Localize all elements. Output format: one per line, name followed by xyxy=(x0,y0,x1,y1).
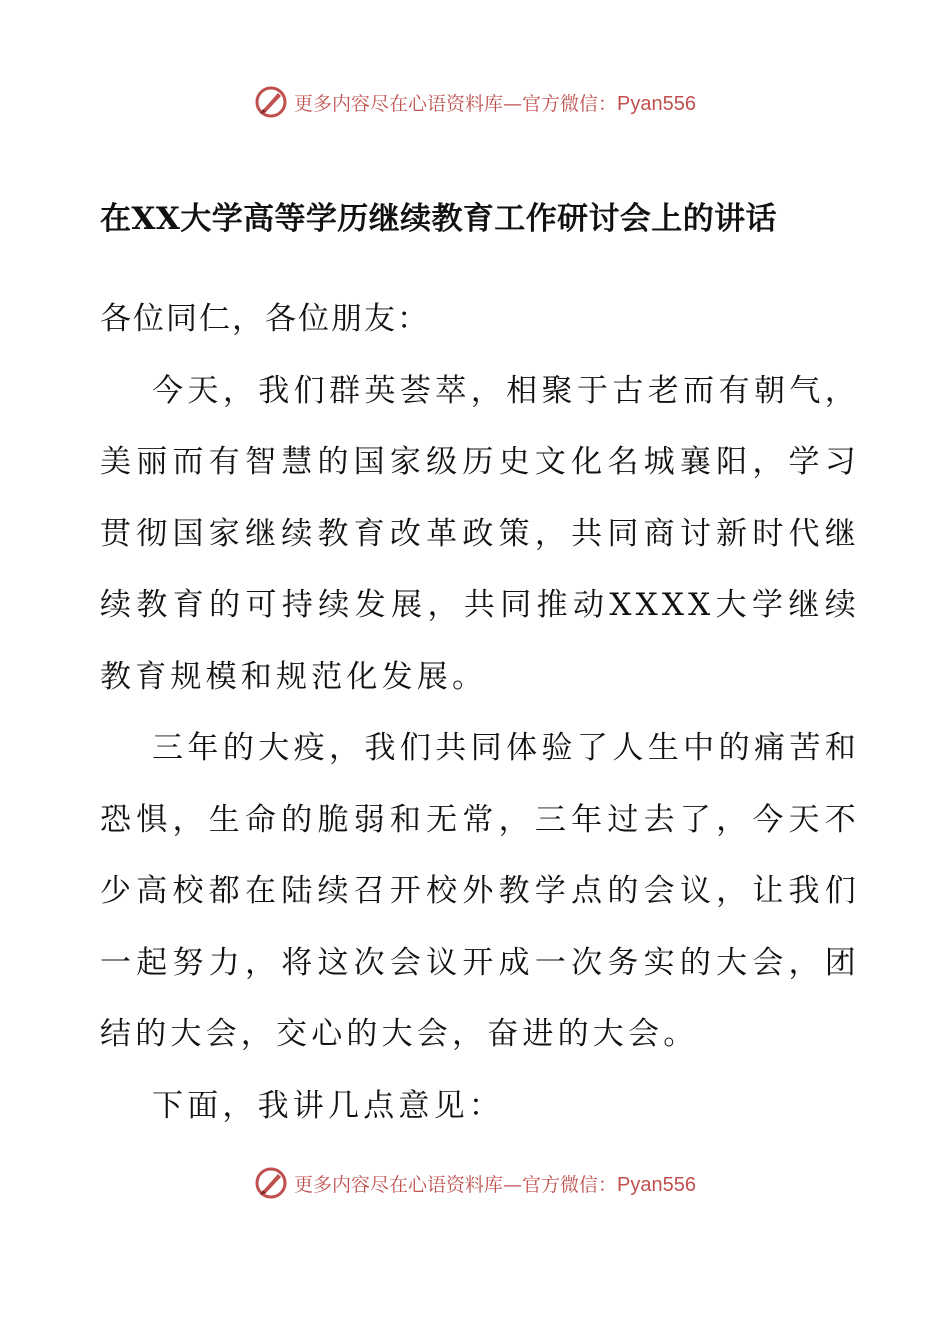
paragraph-1: 今天，我们群英荟萃，相聚于古老而有朝气，美丽而有智慧的国家级历史文化名城襄阳，学习贯彻国家继续教育改革政策，共同商讨新时代继续教育的可持续发展，共同推动XXXX大学继续教育规模和规范化发展。 xyxy=(100,372,860,695)
pen-logo-icon xyxy=(254,85,288,119)
watermark-text: 更多内容尽在心语资料库—官方微信：Pyan556 xyxy=(294,1173,696,1196)
header-watermark xyxy=(0,82,950,122)
document-body xyxy=(100,284,860,1142)
document-title: 在XX大学高等学历继续教育工作研讨会上的讲话 xyxy=(100,201,777,237)
paragraph-3: 下面，我讲几点意见： xyxy=(152,1087,504,1124)
watermark-text: 更多内容尽在心语资料库—官方微信：Pyan556 xyxy=(294,92,696,115)
salutation: 各位同仁，各位朋友： xyxy=(100,301,430,337)
pen-logo-icon xyxy=(254,1166,288,1200)
footer-watermark xyxy=(0,1163,950,1203)
paragraph-2: 三年的大疫，我们共同体验了人生中的痛苦和恐惧，生命的脆弱和无常，三年过去了，今天不少高校都在陆续召开校外教学点的会议，让我们一起努力，将这次会议开成一次务实的大会，团结的大会，交心的大会，奋进的大会。 xyxy=(100,730,860,1052)
